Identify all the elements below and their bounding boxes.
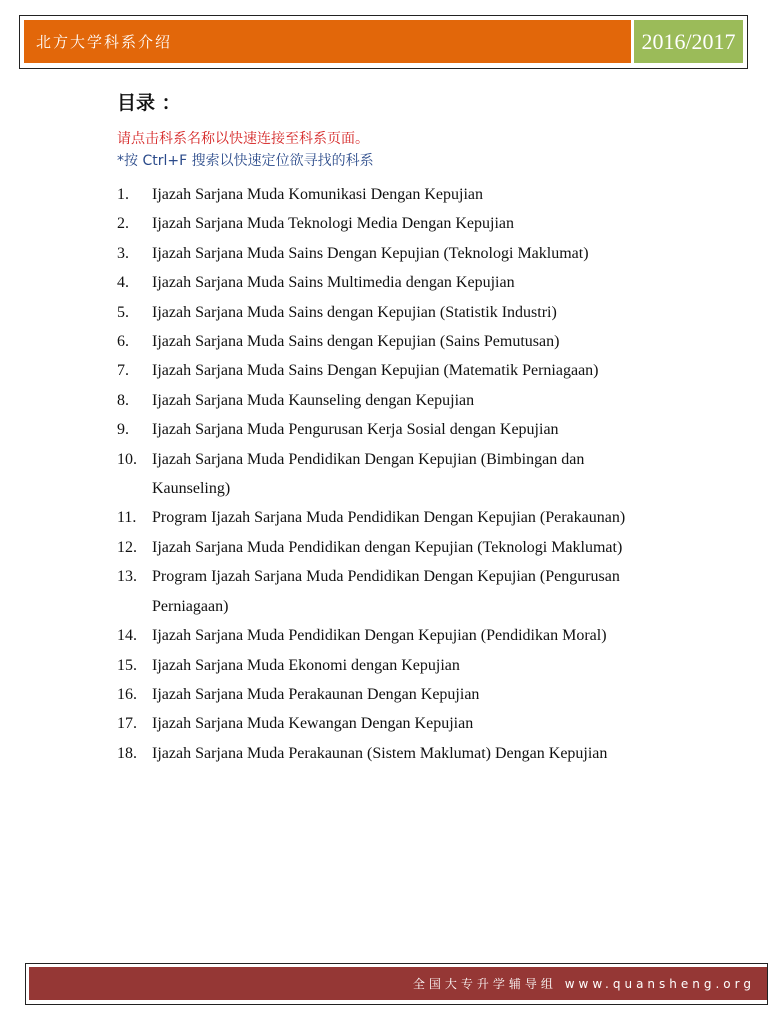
toc-item-link[interactable]: Ijazah Sarjana Muda Kaunseling dengan Kepujian: [152, 391, 475, 409]
toc-item-link[interactable]: Ijazah Sarjana Muda Sains Dengan Kepujian (Matematik Perniagaan): [152, 362, 599, 380]
toc-item-number: 17.: [117, 715, 137, 733]
toc-item-number: 14.: [117, 627, 137, 645]
toc-item[interactable]: [117, 621, 657, 650]
toc-note-click: 请点击科系名称以快速连接至科系页面。: [117, 131, 369, 147]
toc-item[interactable]: [117, 739, 657, 768]
toc-item-number: 5.: [117, 303, 129, 321]
toc-item-link[interactable]: Ijazah Sarjana Muda Teknologi Media Dengan Kepujian: [152, 215, 515, 233]
toc-item-link[interactable]: Ijazah Sarjana Muda Sains dengan Kepujian (Statistik Industri): [152, 303, 557, 321]
toc-item[interactable]: [117, 298, 657, 327]
toc-item-link[interactable]: Ijazah Sarjana Muda Sains dengan Kepujian (Sains Pemutusan): [152, 333, 560, 351]
toc-item[interactable]: [117, 327, 657, 356]
toc-item-link[interactable]: Program Ijazah Sarjana Muda Pendidikan Dengan Kepujian (Pengurusan Perniagaan): [152, 568, 620, 615]
toc-item-link[interactable]: Ijazah Sarjana Muda Sains Multimedia dengan Kepujian: [152, 274, 515, 292]
toc-item[interactable]: [117, 533, 657, 562]
toc-item-link[interactable]: Ijazah Sarjana Muda Pendidikan Dengan Kepujian (Bimbingan dan Kaunseling): [152, 450, 585, 498]
toc-title: 目录 ：: [117, 92, 181, 114]
toc-item-number: 6.: [117, 333, 129, 351]
toc-item[interactable]: [117, 562, 657, 621]
toc-item-link[interactable]: Ijazah Sarjana Muda Pengurusan Kerja Sosial dengan Kepujian: [152, 421, 559, 439]
toc-item-link[interactable]: Ijazah Sarjana Muda Perakaunan (Sistem Maklumat) Dengan Kepujian: [152, 744, 608, 762]
toc-item[interactable]: [117, 709, 657, 738]
toc-item-number: 13.: [117, 568, 137, 586]
toc-item[interactable]: [117, 651, 657, 680]
toc-item-number: 12.: [117, 538, 137, 556]
toc-item[interactable]: [117, 503, 657, 532]
toc-item-number: 3.: [117, 244, 129, 262]
toc-item[interactable]: [117, 386, 657, 415]
toc-item[interactable]: [117, 268, 657, 297]
toc-list: [117, 180, 657, 768]
toc-item-link[interactable]: Program Ijazah Sarjana Muda Pendidikan Dengan Kepujian (Perakaunan): [152, 509, 626, 527]
toc-item[interactable]: [117, 239, 657, 268]
toc-item[interactable]: [117, 680, 657, 709]
page-footer: [25, 963, 768, 1005]
toc-item-number: 4.: [117, 274, 129, 292]
toc-item-number: 8.: [117, 391, 129, 409]
toc-item-link[interactable]: Ijazah Sarjana Muda Komunikasi Dengan Kepujian: [152, 186, 484, 203]
toc-item-number: 11.: [117, 509, 137, 527]
toc-item-number: 15.: [117, 656, 137, 674]
toc-item[interactable]: [117, 415, 657, 444]
toc-item[interactable]: [117, 445, 657, 504]
page-header: [19, 15, 748, 69]
toc-item-number: 9.: [117, 421, 129, 439]
toc-item-link[interactable]: Ijazah Sarjana Muda Ekonomi dengan Kepujian: [152, 656, 460, 674]
toc-item-number: 2.: [117, 215, 129, 233]
toc-item[interactable]: [117, 180, 657, 209]
toc-item-number: 7.: [117, 362, 129, 380]
toc-item[interactable]: [117, 356, 657, 385]
toc-item-link[interactable]: Ijazah Sarjana Muda Pendidikan Dengan Kepujian (Pendidikan Moral): [152, 627, 607, 645]
toc-item-link[interactable]: Ijazah Sarjana Muda Kewangan Dengan Kepujian: [152, 715, 474, 733]
toc-item-link[interactable]: Ijazah Sarjana Muda Perakaunan Dengan Kepujian: [152, 685, 480, 703]
toc-item-number: 16.: [117, 685, 137, 703]
toc-item-number: 1.: [117, 186, 129, 203]
header-year: 2016/2017: [634, 20, 743, 63]
footer-text: 全国大专升学辅导组 www.quansheng.org: [29, 967, 767, 1000]
toc-item-number: 18.: [117, 744, 137, 762]
toc-item[interactable]: [117, 209, 657, 238]
toc-item-link[interactable]: Ijazah Sarjana Muda Pendidikan dengan Kepujian (Teknologi Maklumat): [152, 538, 623, 556]
header-title: 北方大学科系介绍: [24, 20, 631, 63]
toc-note-search: *按 Ctrl+F 搜索以快速定位欲寻找的科系: [117, 153, 374, 169]
toc-item-number: 10.: [117, 450, 137, 468]
toc-item-link[interactable]: Ijazah Sarjana Muda Sains Dengan Kepujian (Teknologi Maklumat): [152, 244, 589, 262]
